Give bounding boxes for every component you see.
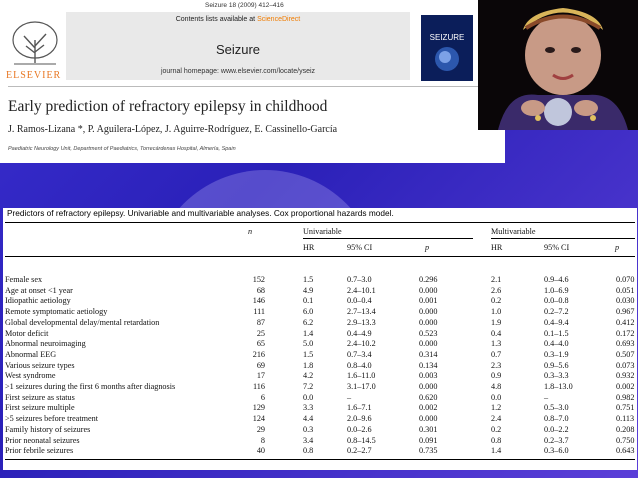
row-ci-univariable: 1.6–11.0 — [347, 371, 376, 381]
row-p-multivariable: 0.693 — [616, 339, 635, 349]
row-label: First seizure as status — [5, 392, 75, 402]
row-n: 25 — [256, 328, 265, 338]
row-ci-univariable: 2.0–9.6 — [347, 414, 372, 424]
row-label: Global developmental delay/mental retardation — [5, 317, 160, 327]
row-label: West syndrome — [5, 371, 56, 381]
row-n: 17 — [256, 371, 265, 381]
row-hr-univariable: 4.9 — [303, 285, 314, 295]
row-p-multivariable: 0.750 — [616, 435, 635, 445]
row-label: Prior febrile seizures — [5, 446, 74, 456]
row-p-univariable: 0.000 — [419, 307, 438, 317]
row-hr-univariable: 1.5 — [303, 275, 314, 284]
row-hr-multivariable: 1.2 — [491, 403, 502, 413]
row-hr-univariable: 1.5 — [303, 349, 314, 359]
article-title: Early prediction of refractory epilepsy in childhood — [8, 98, 328, 115]
row-p-multivariable: 0.172 — [616, 328, 635, 338]
row-n: 116 — [253, 382, 265, 391]
contents-box — [66, 12, 410, 80]
row-p-univariable: 0.000 — [419, 414, 438, 424]
row-hr-univariable: 3.4 — [303, 435, 314, 445]
row-label: Age at onset <1 year — [5, 285, 73, 295]
row-p-multivariable: 0.982 — [616, 392, 635, 402]
row-ci-multivariable: 0.3–6.0 — [544, 446, 569, 456]
row-p-multivariable: 0.073 — [616, 360, 635, 370]
header-p-univariable: p — [425, 243, 430, 252]
row-ci-multivariable: 0.8–7.0 — [544, 414, 569, 424]
row-hr-multivariable: 1.3 — [491, 339, 502, 349]
row-n: 152 — [252, 275, 265, 284]
row-p-univariable: 0.735 — [419, 446, 438, 456]
row-ci-multivariable: 1.8–13.0 — [544, 382, 573, 391]
row-ci-univariable: 0.2–2.7 — [347, 446, 372, 456]
row-p-univariable: 0.003 — [419, 371, 438, 381]
fortune-teller-illustration — [478, 0, 638, 130]
row-n: 69 — [256, 360, 265, 370]
fortune-teller-photo — [478, 0, 638, 130]
row-hr-multivariable: 0.7 — [491, 349, 502, 359]
row-hr-multivariable: 2.6 — [491, 285, 502, 295]
row-hr-multivariable: 1.9 — [491, 317, 502, 327]
row-hr-univariable: 4.2 — [303, 371, 314, 381]
header-divider — [8, 86, 478, 87]
table-rule-top — [5, 222, 635, 223]
row-p-univariable: 0.134 — [419, 360, 438, 370]
row-ci-multivariable: 0.0–2.2 — [544, 424, 569, 434]
row-label: Various seizure types — [5, 360, 75, 370]
row-p-univariable: 0.000 — [419, 317, 438, 327]
row-ci-univariable: 1.6–7.1 — [347, 403, 372, 413]
row-p-multivariable: 0.932 — [616, 371, 635, 381]
cover-title: SEIZURE — [429, 33, 465, 42]
row-ci-multivariable: 0.9–4.6 — [544, 275, 569, 284]
row-hr-multivariable: 1.4 — [491, 446, 502, 456]
table-caption: Predictors of refractory epilepsy. Univariable and multivariable analyses. Cox proportional hazards model. — [7, 208, 394, 218]
row-hr-multivariable: 2.1 — [491, 275, 502, 284]
row-n: 29 — [256, 424, 265, 434]
row-hr-multivariable: 0.2 — [491, 424, 502, 434]
row-ci-multivariable: 0.9–5.6 — [544, 360, 569, 370]
row-ci-univariable: 2.7–13.4 — [347, 307, 376, 317]
row-ci-univariable: 0.7–3.0 — [347, 275, 372, 284]
row-n: 87 — [256, 317, 265, 327]
row-ci-multivariable: 0.2–3.7 — [544, 435, 569, 445]
row-p-univariable: 0.296 — [419, 275, 438, 284]
row-p-multivariable: 0.051 — [616, 285, 635, 295]
row-ci-multivariable: 0.1–1.5 — [544, 328, 569, 338]
row-n: 216 — [252, 349, 265, 359]
journal-homepage[interactable]: journal homepage: www.elsevier.com/locate/yseiz — [160, 68, 316, 75]
row-n: 146 — [252, 296, 265, 306]
row-label: Abnormal EEG — [5, 349, 57, 359]
row-p-univariable: 0.523 — [419, 328, 438, 338]
row-hr-univariable: 0.8 — [303, 446, 314, 456]
row-n: 111 — [253, 307, 265, 317]
row-label: Prior neonatal seizures — [5, 435, 80, 445]
row-p-multivariable: 0.070 — [616, 275, 635, 284]
row-ci-univariable: 2.4–10.2 — [347, 339, 376, 349]
header-univariable: Univariable — [303, 227, 342, 236]
journal-name: Seizure — [215, 42, 261, 57]
row-p-univariable: 0.620 — [419, 392, 438, 402]
row-ci-univariable: 2.9–13.3 — [347, 317, 376, 327]
row-n: 129 — [252, 403, 265, 413]
row-hr-multivariable: 2.4 — [491, 414, 502, 424]
row-p-univariable: 0.002 — [419, 403, 438, 413]
header-p-multivariable: p — [615, 243, 620, 252]
row-hr-univariable: 6.0 — [303, 307, 314, 317]
publisher-name: ELSEVIER — [6, 70, 62, 81]
row-hr-univariable: 4.4 — [303, 414, 314, 424]
article-authors: J. Ramos-Lizana *, P. Aguilera-López, J. Aguirre-Rodríguez, E. Cassinello-García — [8, 124, 338, 135]
row-label: First seizure multiple — [5, 403, 75, 413]
row-hr-univariable: 3.3 — [303, 403, 314, 413]
row-label: Family history of seizures — [5, 424, 91, 434]
row-ci-multivariable: 0.5–3.0 — [544, 403, 569, 413]
row-p-multivariable: 0.643 — [616, 446, 635, 456]
row-ci-univariable: 3.1–17.0 — [347, 382, 376, 391]
row-p-multivariable: 0.412 — [616, 317, 635, 327]
row-hr-multivariable: 0.0 — [491, 392, 502, 402]
row-hr-multivariable: 0.4 — [491, 328, 502, 338]
cover-art — [421, 15, 473, 81]
row-p-univariable: 0.001 — [419, 296, 438, 306]
row-label: Female sex — [5, 275, 43, 284]
row-ci-univariable: 0.0–2.6 — [347, 424, 372, 434]
row-ci-multivariable: 0.3–1.9 — [544, 349, 569, 359]
row-ci-univariable: 0.0–0.4 — [347, 296, 372, 306]
row-p-multivariable: 0.002 — [616, 382, 635, 391]
journal-cover-image — [421, 15, 473, 81]
row-hr-univariable: 7.2 — [303, 382, 314, 391]
row-p-univariable: 0.314 — [419, 349, 438, 359]
row-hr-univariable: 5.0 — [303, 339, 314, 349]
results-table-panel — [3, 208, 637, 470]
table-rule-header — [5, 256, 635, 257]
row-ci-univariable: 0.8–4.0 — [347, 360, 372, 370]
contents-prefix: Contents lists available at — [175, 16, 258, 23]
row-hr-univariable: 1.4 — [303, 328, 314, 338]
row-ci-multivariable: 0.3–3.3 — [544, 371, 569, 381]
row-p-univariable: 0.000 — [419, 382, 438, 391]
row-hr-multivariable: 0.9 — [491, 371, 502, 381]
table-rule-univariable — [303, 238, 473, 239]
row-ci-univariable: 0.8–14.5 — [347, 435, 376, 445]
row-n: 40 — [256, 446, 265, 456]
row-hr-univariable: 1.8 — [303, 360, 314, 370]
row-label: Motor deficit — [5, 328, 49, 338]
row-label: Idiopathic aetiology — [5, 296, 71, 306]
row-p-multivariable: 0.967 — [616, 307, 635, 317]
row-p-univariable: 0.000 — [419, 339, 438, 349]
table-rule-bottom — [5, 459, 635, 460]
row-hr-univariable: 0.0 — [303, 392, 314, 402]
row-n: 68 — [256, 285, 265, 295]
row-label: >5 seizures before treatment — [5, 414, 99, 424]
row-hr-multivariable: 4.8 — [491, 382, 502, 391]
row-hr-multivariable: 1.0 — [491, 307, 502, 317]
row-hr-multivariable: 0.8 — [491, 435, 502, 445]
citation: Seizure 18 (2009) 412–416 — [205, 2, 284, 9]
row-hr-multivariable: 2.3 — [491, 360, 502, 370]
row-p-multivariable: 0.113 — [616, 414, 635, 424]
row-p-univariable: 0.000 — [419, 285, 438, 295]
row-hr-univariable: 0.3 — [303, 424, 314, 434]
row-p-multivariable: 0.507 — [616, 349, 635, 359]
row-ci-multivariable: 0.2–7.2 — [544, 307, 569, 317]
row-ci-univariable: 0.7–3.4 — [347, 349, 372, 359]
row-p-multivariable: 0.208 — [616, 424, 635, 434]
row-n: 65 — [256, 339, 265, 349]
header-multivariable: Multivariable — [491, 227, 536, 236]
row-n: 124 — [252, 414, 265, 424]
row-n: 8 — [260, 435, 265, 445]
row-n: 6 — [260, 392, 265, 402]
row-hr-univariable: 0.1 — [303, 296, 314, 306]
row-p-univariable: 0.301 — [419, 424, 438, 434]
contents-line — [66, 16, 410, 23]
row-ci-multivariable: 1.0–6.9 — [544, 285, 569, 295]
row-ci-multivariable: 0.0–0.8 — [544, 296, 569, 306]
header-n: n — [248, 227, 253, 236]
row-ci-multivariable: 0.4–4.0 — [544, 339, 569, 349]
row-hr-univariable: 6.2 — [303, 317, 314, 327]
sciencedirect-link[interactable]: ScienceDirect — [257, 16, 301, 23]
header-ci-multivariable: 95% CI — [544, 243, 570, 252]
row-ci-multivariable: – — [544, 392, 549, 402]
journal-header — [0, 0, 505, 163]
header-hr-univariable: HR — [303, 243, 315, 252]
row-ci-multivariable: 0.4–9.4 — [544, 317, 569, 327]
row-p-univariable: 0.091 — [419, 435, 438, 445]
table-rule-multivariable — [491, 238, 635, 239]
row-p-multivariable: 0.030 — [616, 296, 635, 306]
row-ci-univariable: 0.4–4.9 — [347, 328, 372, 338]
row-p-multivariable: 0.751 — [616, 403, 635, 413]
row-ci-univariable: 2.4–10.1 — [347, 285, 376, 295]
row-label: >1 seizures during the first 6 months after diagnosis — [5, 382, 176, 391]
row-label: Remote symptomatic aetiology — [5, 307, 108, 317]
header-ci-univariable: 95% CI — [347, 243, 373, 252]
row-hr-multivariable: 0.2 — [491, 296, 502, 306]
article-affiliation: Paediatric Neurology Unit, Department of Paediatrics, Torrecárdenas Hospital, Almería, Spain — [8, 146, 236, 152]
row-ci-univariable: – — [347, 392, 352, 402]
row-label: Abnormal neuroimaging — [5, 339, 86, 349]
header-hr-multivariable: HR — [491, 243, 503, 252]
